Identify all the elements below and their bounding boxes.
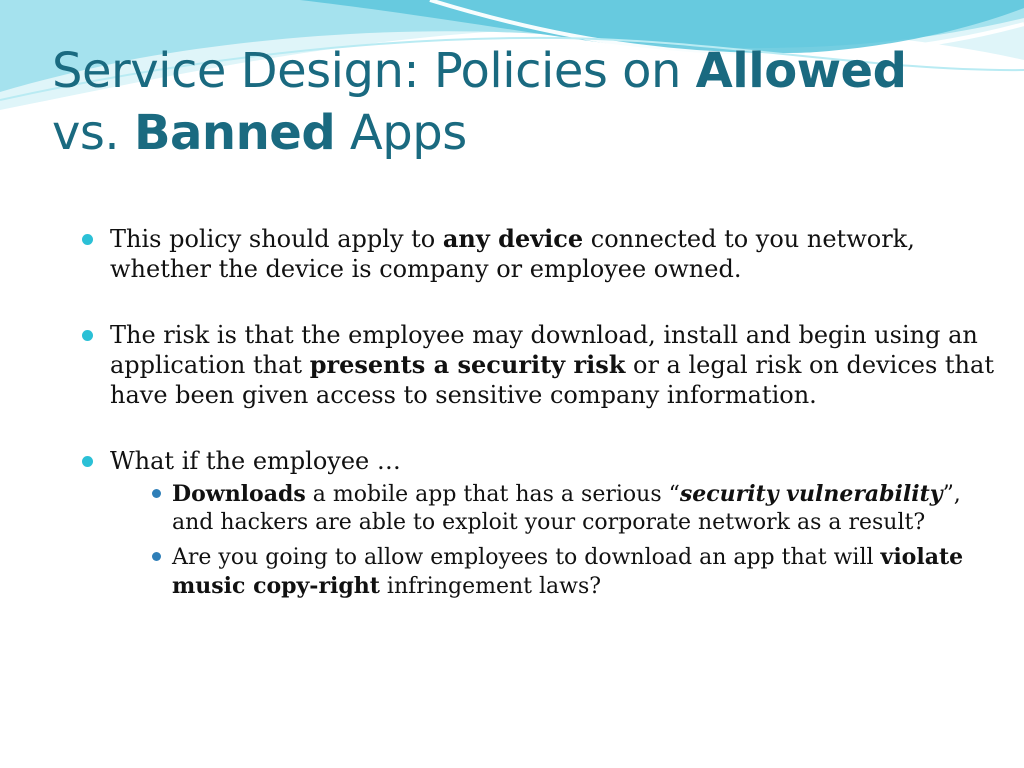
bullet-text: connected to you network, whether the device is company or employee owned. [110,225,915,283]
bullet-what-if [78,446,998,601]
bullet-text: or a legal risk on devices that have been given access to sensitive company information. [110,351,994,409]
sub-bullet-text: a mobile app that has a serious “ [305,482,680,507]
sub-bullet-list [110,480,998,601]
bullet-dot-icon [82,330,93,341]
bullet-device-policy [78,224,998,284]
bullet-dot-icon [82,234,93,245]
sub-bullet-dot-icon [152,489,161,498]
slide-body [78,224,998,607]
title-banned: Banned [133,105,336,161]
sub-bullet-bold: violate music copy-right [172,544,964,599]
bullet-dot-icon [82,456,93,467]
sub-bullet-bold-italic: security vulnerability [679,481,943,507]
title-part3: Apps [335,105,467,161]
bullet-bold: presents a security risk [309,350,626,379]
page-title [52,40,992,164]
sub-bullet-bold: Downloads [172,481,306,507]
sub-bullet-text: infringement laws? [379,574,602,599]
sub-bullet-downloads [150,480,998,537]
bullet-security-risk [78,320,998,410]
sub-bullet-copyright [150,543,998,601]
bullet-bold: any device [442,224,584,253]
title-part1: Service Design: Policies on [52,43,696,99]
sub-bullet-dot-icon [152,552,161,561]
bullet-text: This policy should apply to [110,225,443,253]
title-part2: vs. [52,105,134,161]
bullet-text: The risk is that the employee may download, install and begin using an application that [110,321,978,379]
title-allowed: Allowed [695,43,907,99]
sub-bullet-text: Are you going to allow employees to download an app that will [172,545,881,570]
sub-bullet-text: ”, and hackers are able to exploit your corporate network as a result? [172,482,961,535]
bullet-text: What if the employee … [110,447,401,475]
